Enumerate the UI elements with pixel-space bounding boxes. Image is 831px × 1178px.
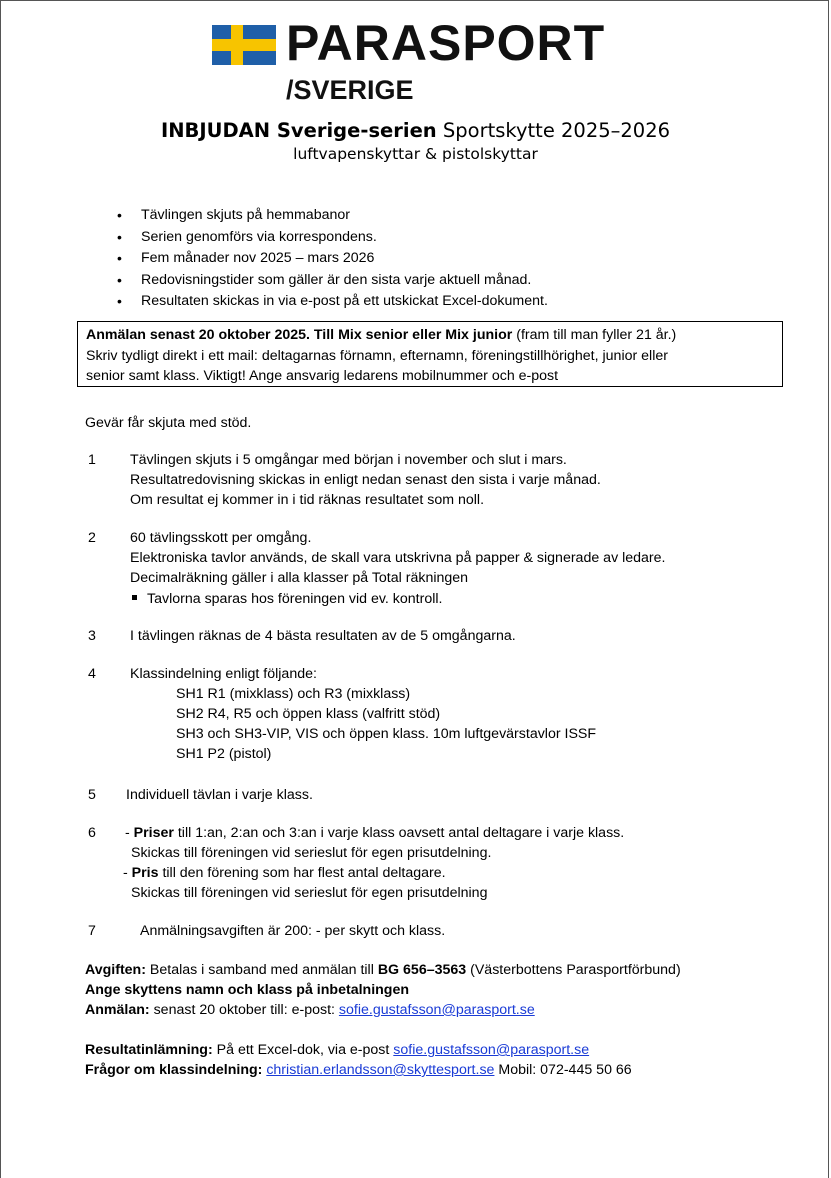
rule-line: Tävlingen skjuts i 5 omgångar med början i november och slut i mars. xyxy=(130,452,567,468)
rule-line: Anmälningsavgiften är 200: - per skytt och klass. xyxy=(140,923,446,939)
logo-brand: PARASPORT xyxy=(286,15,606,71)
class-item: SH3 och SH3-VIP, VIS och öppen klass. 10m luftgevärstavlor ISSF xyxy=(176,726,597,742)
rule-line: 60 tävlingsskott per omgång. xyxy=(130,530,312,546)
rule-line: Individuell tävlan i varje klass. xyxy=(126,787,313,803)
prize-line: - Priser till 1:an, 2:an och 3:an i varje klass oavsett antal deltagare i varje klass. xyxy=(125,825,625,841)
class-item: SH2 R4, R5 och öppen klass (valfritt stöd) xyxy=(176,706,441,722)
prize-line: Skickas till föreningen vid serieslut för egen prisutdelning xyxy=(131,885,488,901)
registration-line: Anmälan: senast 20 oktober till: e-post: sofie.gustafsson@parasport.se xyxy=(85,1002,535,1018)
rule-number: 5 xyxy=(88,787,96,803)
rule-line: Resultatredovisning skickas in enligt nedan senast den sista i varje månad. xyxy=(130,472,601,488)
rule-number: 1 xyxy=(88,452,96,468)
fee-line: Avgiften: Betalas i samband med anmälan till BG 656–3563 (Västerbottens Parasportförbund) xyxy=(85,962,681,978)
registration-notice-box: Anmälan senast 20 oktober 2025. Till Mix senior eller Mix junior (fram till man fyller 21 år.) Skriv tydligt direkt i ett mail: deltagarnas förnamn, efternamn, föreningstillhörighet, junior eller senior samt klass. Viktigt! Ange ansvarig ledarens mobilnummer och e-post xyxy=(77,321,783,387)
class-item: SH1 P2 (pistol) xyxy=(176,746,272,762)
rule-number: 7 xyxy=(88,923,96,939)
results-line: Resultatinlämning: På ett Excel-dok, via e-post sofie.gustafsson@parasport.se xyxy=(85,1042,590,1058)
swedish-flag-icon xyxy=(212,25,276,65)
registration-email-link[interactable]: sofie.gustafsson@parasport.se xyxy=(338,1002,535,1018)
rule-line: I tävlingen räknas de 4 bästa resultaten av de 5 omgångarna. xyxy=(130,628,516,644)
rule-number: 2 xyxy=(88,530,96,546)
list-item: • Tävlingen skjuts på hemmabanor xyxy=(117,205,548,227)
list-item: • Redovisningstider som gäller är den sista varje aktuell månad. xyxy=(117,270,548,292)
questions-line: Frågor om klassindelning: christian.erlandsson@skyttesport.se Mobil: 072-445 50 66 xyxy=(85,1062,632,1078)
fee-note: Ange skyttens namn och klass på inbetalningen xyxy=(85,982,410,998)
page-title: INBJUDAN Sverige-serien Sportskytte 2025–2026 xyxy=(160,119,671,142)
list-item: • Resultaten skickas in via e-post på ett utskickat Excel-dokument. xyxy=(117,291,548,313)
prize-line: Skickas till föreningen vid serieslut för egen prisutdelning. xyxy=(131,845,492,861)
rule-line: Klassindelning enligt följande: xyxy=(130,666,317,682)
list-item: • Fem månader nov 2025 – mars 2026 xyxy=(117,248,548,270)
info-bullet-list xyxy=(117,205,548,313)
logo-sub: /SVERIGE xyxy=(286,75,414,105)
rule-number: 4 xyxy=(88,666,96,682)
class-item: SH1 R1 (mixklass) och R3 (mixklass) xyxy=(176,686,411,702)
list-item: • Serien genomförs via korrespondens. xyxy=(117,227,548,249)
questions-email-link[interactable]: christian.erlandsson@skyttesport.se xyxy=(266,1062,495,1078)
intro-text: Gevär får skjuta med stöd. xyxy=(85,415,252,431)
prize-line: - Pris till den förening som har flest antal deltagare. xyxy=(123,865,446,881)
results-email-link[interactable]: sofie.gustafsson@parasport.se xyxy=(393,1042,590,1058)
rule-number: 3 xyxy=(88,628,96,644)
rule-line: Decimalräkning gäller i alla klasser på Total räkningen xyxy=(130,570,469,586)
page-subtitle: luftvapenskyttar & pistolskyttar xyxy=(293,145,538,163)
rule-number: 6 xyxy=(88,825,96,841)
rule-subitem: Tavlorna sparas hos föreningen vid ev. kontroll. xyxy=(132,589,442,609)
square-bullet-icon xyxy=(132,595,137,600)
rule-line: Elektroniska tavlor används, de skall vara utskrivna på papper & signerade av ledare. xyxy=(130,550,666,566)
rule-line: Om resultat ej kommer in i tid räknas resultatet som noll. xyxy=(130,492,485,508)
